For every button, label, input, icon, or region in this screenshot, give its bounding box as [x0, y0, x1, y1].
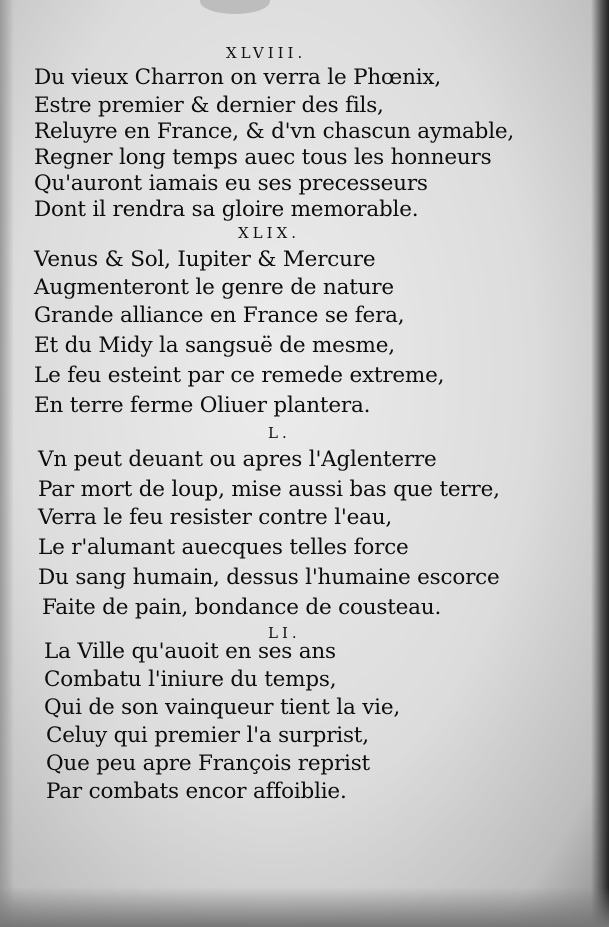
stanza-line: Faite de pain, bondance de cousteau. [42, 595, 442, 620]
stanza-line: Celuy qui premier l'a surprist, [46, 723, 369, 748]
stanza-line: Grande alliance en France se fera, [34, 303, 405, 328]
stanza-line: Reluyre en France, & d'vn chascun aymable, [34, 119, 515, 144]
stanza-line: Venus & Sol, Iupiter & Mercure [34, 247, 376, 272]
stanza-numeral: XLVIII. [226, 44, 307, 62]
page-right-edge-shadow [591, 0, 609, 927]
stanza-line: Verra le feu resister contre l'eau, [38, 505, 393, 530]
stanza-line: Du vieux Charron on verra le Phœnix, [34, 65, 441, 90]
stanza-line: Qui de son vainqueur tient la vie, [44, 695, 401, 720]
page-left-edge-shadow [0, 0, 14, 927]
stanza-line: Que peu apre François reprist [46, 751, 370, 776]
stanza-line: Vn peut deuant ou apres l'Aglenterre [38, 447, 437, 472]
stanza-line: Estre premier & dernier des fils, [34, 93, 384, 118]
stanza-line: Et du Midy la sangsuë de mesme, [34, 333, 395, 358]
stanza-line: La Ville qu'auoit en ses ans [44, 639, 336, 664]
stanza-line: En terre ferme Oliuer plantera. [34, 393, 371, 418]
stanza-line: Le r'alumant auecques telles force [38, 535, 409, 560]
stanza-line: Le feu esteint par ce remede extreme, [34, 363, 445, 388]
stanza-line: Par combats encor affoiblie. [46, 779, 347, 804]
page-bottom-edge-shadow [0, 887, 609, 927]
stanza-line: Qu'auront iamais eu ses precesseurs [34, 171, 428, 196]
stanza-line: Combatu l'iniure du temps, [44, 667, 337, 692]
stanza-numeral: L. [268, 424, 291, 442]
page-tab-shadow [200, 0, 270, 14]
stanza-line: Par mort de loup, mise aussi bas que terre, [38, 477, 500, 502]
stanza-line: Regner long temps auec tous les honneurs [34, 145, 492, 170]
stanza-numeral: LI. [268, 624, 301, 642]
stanza-line: Du sang humain, dessus l'humaine escorce [38, 565, 500, 590]
stanza-line: Dont il rendra sa gloire memorable. [34, 197, 419, 222]
stanza-line: Augmenteront le genre de nature [34, 275, 394, 300]
stanza-numeral: XLIX. [238, 224, 301, 242]
